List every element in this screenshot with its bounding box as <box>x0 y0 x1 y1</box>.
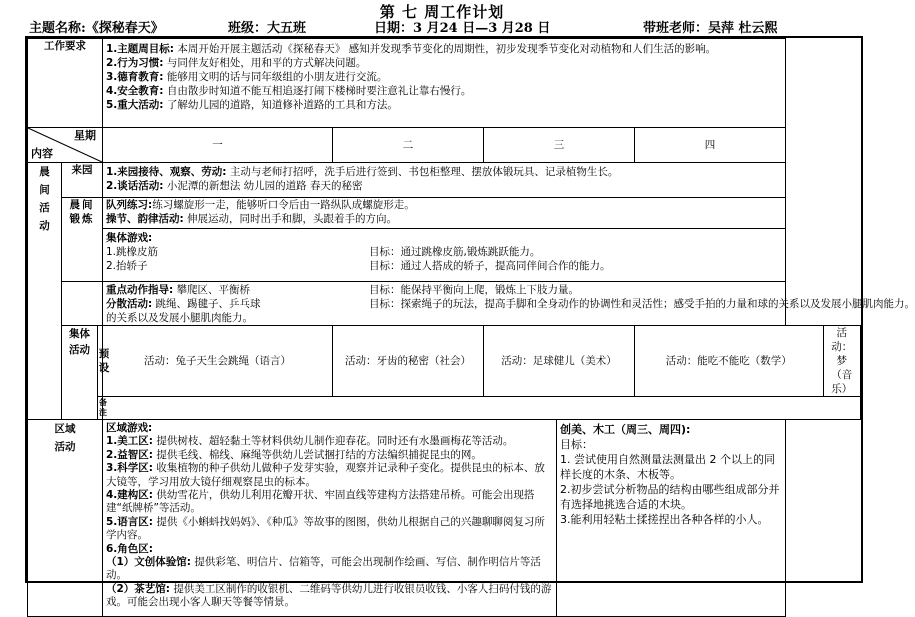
group-preview-row <box>28 326 861 397</box>
corner-content: 内容 <box>31 147 53 160</box>
area-item: 4.建构区: 供幼雪花片，供幼儿利用花瓣开状、牢固直线等建构方法搭建吊桥。可能会出现搭建“纸牌桥”等活动。 <box>106 489 535 515</box>
arrival-content <box>103 163 786 198</box>
area-item: 3.科学区: 收集植物的种子供幼儿做种子发芽实验，观察并记录种子变化。提供昆虫的标本、放大镜等，学习用放大镜仔细观察昆虫的标本。 <box>106 462 545 488</box>
craft-content <box>557 420 786 617</box>
req-item: 1.主题周目标: 本周开始开展主题活动《探秘春天》 感知并发现季节变化的周期性，初步发现季节变化对动植物和人们生活的影响。 <box>106 43 717 55</box>
area-item: （1）文创体验馆: 提供彩笔、明信片、信箱等，可能会出现制作绘画、写信、制作明信片等活动。 <box>106 556 541 582</box>
games-row <box>28 229 861 282</box>
exercise-label: 晨间锻炼 <box>62 198 103 282</box>
area-item: 1.美工区: 提供树枝、超轻黏土等材料供幼儿制作迎春花。同时还有水墨画梅花等活动。 <box>106 435 514 448</box>
requirements-row <box>28 39 861 128</box>
area-item: 6.角色区: <box>106 542 153 555</box>
activity-wed: 活动：足球健儿（美术） <box>484 326 635 397</box>
formation-row <box>28 198 861 229</box>
day-tue: 二 <box>333 128 484 163</box>
area-item: 5.语言区: 提供《小蝌蚪找妈妈》、《种瓜》等故事的图图，供幼儿根据自己的兴趣聊聊阅复习所学内容。 <box>106 515 545 542</box>
area-item: （2）茶艺馆: 提供美工区制作的收银机、二维码等供幼儿进行收银员收钱、小客人扫码付钱的游戏。可能会出现小客人聊天等餐等情景。 <box>106 582 552 609</box>
area-label: 区域活动 <box>28 420 103 617</box>
arrival-label: 来园 <box>62 163 103 198</box>
day-mon: 一 <box>103 128 333 163</box>
date-range: 日期：3 月24 日—3 月28 日 <box>374 21 551 36</box>
arrival-item: 2.谈话活动: 小泥潭的新想法 幼儿园的道路 春天的秘密 <box>106 180 363 192</box>
game-item: 2.抬轿子 目标：通过人搭成的轿子，提高同伴间合作的能力。 <box>106 260 611 272</box>
craft-title: 创美、木工（周三、周四): <box>560 423 691 436</box>
requirements-label: 工作要求 <box>28 39 103 128</box>
teachers: 带班老师：吴萍 杜云熙 <box>643 21 778 36</box>
activity-fri: 活动：梦（音乐） <box>823 326 860 397</box>
formation-content: 队列练习:练习螺旋形一走，能够听口令后由一路纵队成螺旋形走。 操节、韵律活动: 伸展运动，同时出手和脚，头跟着手的方向。 <box>103 198 786 229</box>
preview-label: 预设 <box>98 326 103 397</box>
requirements-content <box>103 39 786 128</box>
area-content: 区域游戏: 1.美工区: 提供树枝、超轻黏土等材料供幼儿制作迎春花。同时还有水墨画梅花等活动。 2.益智区: 提供毛线、棉线、麻绳等供幼儿尝试捆打结的方法编织捕捉昆虫的网。 3.科学区: 收集植物的种子供幼儿做种子发芽实验，观察并记录种子变化。提供昆虫的标本、放大镜等，学习用放大镜仔细观察昆虫的标本。 4.建构区: 供幼雪花片，供幼儿利用花瓣开状、牢固直线等建构方法搭建吊桥。可能会出现搭建“纸牌桥”等活动。 5.语言区: 提供《小蝌蚪找妈妈》、《种瓜》等故事的图图，供幼儿根据自己的兴趣聊聊阅复习所学内容。 6.角色区: （1）文创体验馆: 提供彩笔、明信片、信箱等，可能会出现制作绘画、写信、制作明信片等活动。 （2）茶艺馆: 提供美工区制作的收银机、二维码等供幼儿进行收银员收钱、小客人扫码付钱的游戏。可能会出现小客人聊天等餐等情景。 <box>103 420 557 617</box>
activity-mon: 活动：兔子天生会跳绳（语言） <box>103 326 333 397</box>
req-item: 4.安全教育: 自由散步时知道不能互相追逐打闹下楼梯时要注意礼让靠右慢行。 <box>106 85 472 97</box>
area-item: 2.益智区: 提供毛线、棉线、麻绳等供幼儿尝试捆打结的方法编织捕捉昆虫的网。 <box>106 448 482 461</box>
games-content: 集体游戏: 1.跳橡皮筋 目标：通过跳橡皮筋,锻炼跳跃能力。 2.抬轿子 目标：通过人搭成的轿子，提高同伴间合作的能力。 <box>103 229 786 282</box>
day-wed: 三 <box>484 128 635 163</box>
game-item: 1.跳橡皮筋 目标：通过跳橡皮筋,锻炼跳跃能力。 <box>106 246 541 258</box>
day-thu: 四 <box>635 128 786 163</box>
class-name: 班级：大五班 <box>228 21 307 36</box>
area-row <box>28 420 861 617</box>
focus-row <box>28 282 861 326</box>
morning-label: 晨间活动 <box>28 163 62 420</box>
req-item: 2.行为习惯: 与同伴友好相处，用和平的方式解决问题。 <box>106 57 367 69</box>
group-label: 集体活动 <box>62 326 98 420</box>
activity-tue: 活动：牙齿的秘密（社会） <box>333 326 484 397</box>
craft-goal-label: 目标： <box>560 438 593 451</box>
focus-content: 重点动作指导: 攀爬区、平衡桥 目标：能保持平衡向上爬，锻炼上下肢力量。 分散活动: 跳绳、踢毽子、乒乓球 目标：探索绳子的玩法，提高手脚和全身动作的协调性和灵活性；感受手拍的力量和球的关系以及发展小腿肌肉能力。 的关系以及发展小腿肌肉能力。 <box>103 282 786 326</box>
craft-goal: 3.能利用轻粘土揉搓捏出各种各样的小人。 <box>560 513 769 526</box>
plan-table <box>27 38 915 617</box>
corner-cell <box>28 128 103 163</box>
weekday-header-row <box>28 128 861 163</box>
corner-weekday: 星期 <box>74 129 96 142</box>
theme-name: 主题名称:《探秘春天》 <box>29 21 164 36</box>
craft-goal: 2.初步尝试分析物品的结构由哪些组成部分并有选择地挑选合适的木块。 <box>560 483 780 511</box>
craft-goal: 1. 尝试使用自然测量法测量出 2 个以上的同样长度的木条、木板等。 <box>560 453 775 481</box>
req-item: 3.德育教育: 能够用文明的话与同年级组的小朋友进行交流。 <box>106 71 388 83</box>
req-item: 5.重大活动: 了解幼儿园的道路，知道修补道路的工具和方法。 <box>106 99 398 111</box>
note-content <box>103 397 861 420</box>
arrival-row <box>28 163 861 198</box>
group-note-row <box>28 397 861 420</box>
page-title: 第 七 周工作计划 <box>379 3 505 21</box>
activity-thu: 活动：能吃不能吃（数学） <box>635 326 824 397</box>
note-label: 备注 <box>98 397 103 420</box>
header-row <box>27 17 867 35</box>
arrival-item: 1.来园接待、观察、劳动: 主动与老师打招呼，洗手后进行签到、书包柜整理、摆放体锻玩具、记录植物生长。 <box>106 166 619 178</box>
